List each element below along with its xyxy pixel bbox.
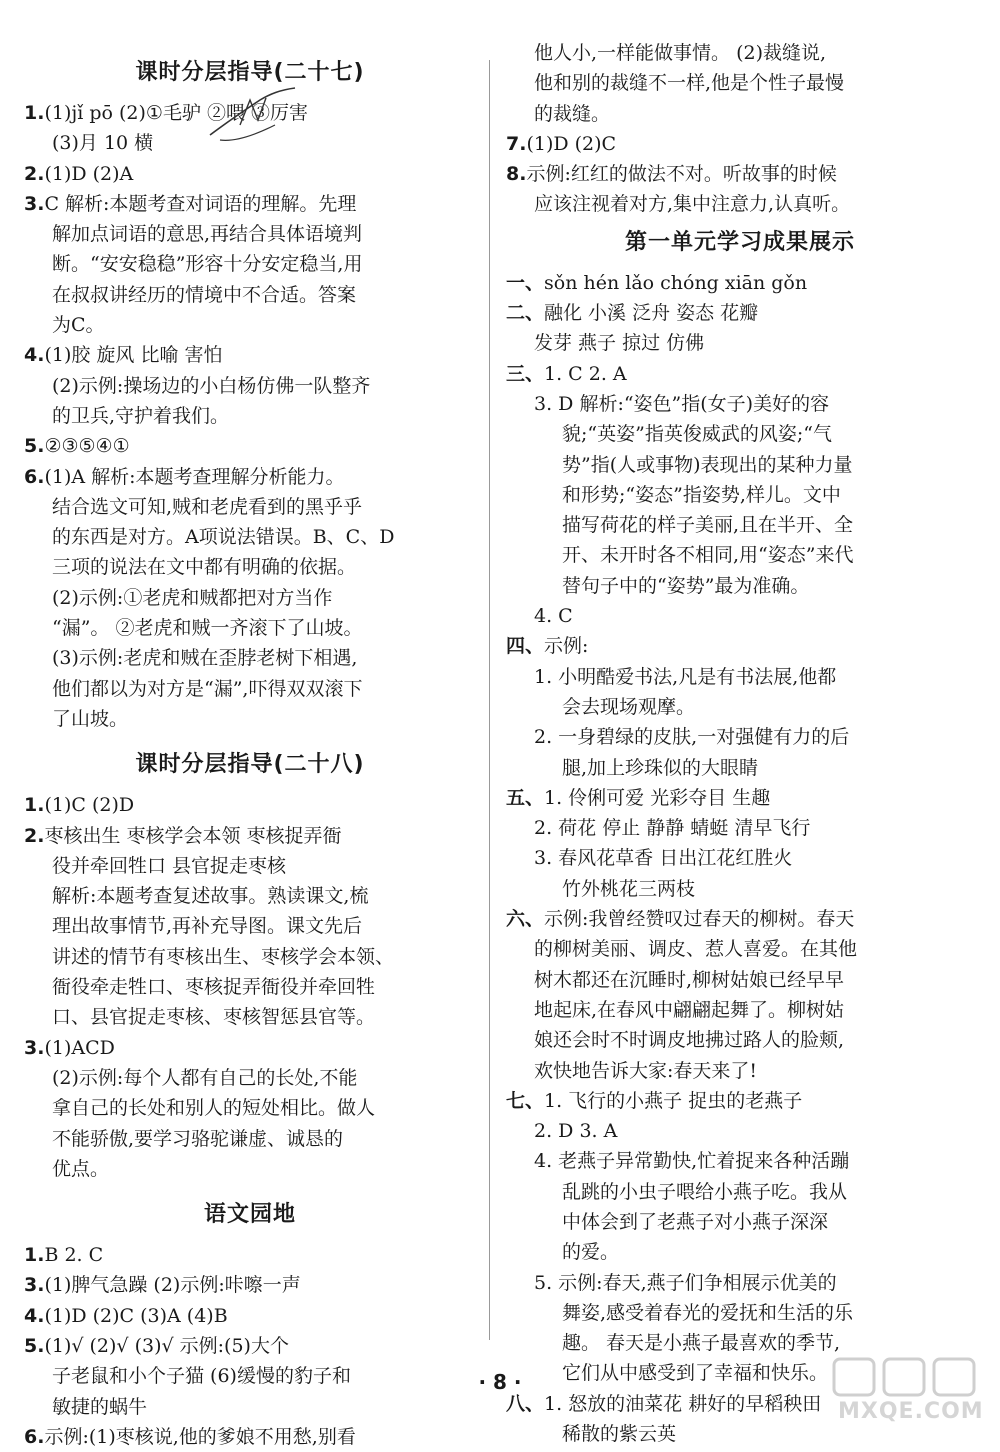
answer-line <box>24 492 476 522</box>
page-number: · 8 · <box>478 1370 522 1394</box>
answer-text: 了山坡。 <box>52 707 129 730</box>
answer-text: 讲述的情节有枣核出生、枣核学会本领、 <box>52 945 395 968</box>
answer-text: 子老鼠和小个子猫 (6)缓慢的豹子和 <box>52 1365 351 1388</box>
answer-text: (1)√ (2)√ (3)√ 示例:(5)大个 <box>44 1334 289 1357</box>
answer-text: 枣核出生 枣核学会本领 枣核捉弄衙 <box>44 824 342 847</box>
answer-text: 趣。 春天是小燕子最喜欢的季节, <box>562 1332 841 1355</box>
answer-line <box>506 783 974 813</box>
item-number: 5. <box>24 1334 45 1357</box>
answer-line <box>506 298 974 328</box>
answer-line <box>506 450 974 480</box>
answer-line <box>24 1270 476 1300</box>
answer-text: (2)示例:①老虎和贼都把对方当作 <box>52 586 333 609</box>
answer-text: (2)示例:每个人都有自己的长处,不能 <box>52 1066 358 1089</box>
answer-line <box>24 159 476 189</box>
answer-text: 解加点词语的意思,再结合具体语境判 <box>52 223 363 246</box>
answer-text: 中体会到了老燕子对小燕子深深 <box>562 1210 829 1233</box>
answer-text: 舞姿,感受着春光的爱抚和生活的乐 <box>562 1301 854 1324</box>
answer-text: 示例:我曾经赞叹过春天的柳树。春天 <box>544 908 855 931</box>
answer-text: 它们从中感受到了幸福和快乐。 <box>562 1362 829 1385</box>
item-number: 三、 <box>506 362 545 385</box>
answer-text: 貌;“英姿”指英俊威武的风姿;“气 <box>562 423 832 446</box>
item-number: 8. <box>506 163 527 186</box>
answer-text: 腿,加上珍珠似的大眼睛 <box>562 756 759 779</box>
item-number: 1. <box>24 102 45 124</box>
answer-text: C 解析:本题考查对词语的理解。先理 <box>44 192 357 215</box>
item-number: 3. <box>24 192 45 215</box>
answer-text: 的卫兵,守护着我们。 <box>52 404 230 427</box>
answer-line <box>506 965 974 995</box>
answer-line <box>506 419 974 449</box>
answer-line <box>24 189 476 219</box>
answer-line <box>506 692 974 722</box>
answer-text: 4. 老燕子异常勤快,忙着捉来各种活蹦 <box>534 1150 850 1173</box>
answer-text: 的爱。 <box>562 1241 620 1264</box>
answer-line <box>24 249 476 279</box>
answer-text: 断。“安安稳稳”形容十分安定稳当,用 <box>52 253 363 276</box>
answer-line <box>506 480 974 510</box>
answer-line <box>24 219 476 249</box>
answer-line <box>506 510 974 540</box>
answer-line <box>506 662 974 692</box>
answer-line <box>24 1392 476 1422</box>
answer-text: 三项的说法在文中都有明确的依据。 <box>52 556 357 579</box>
answer-line <box>506 159 974 189</box>
section-title: 课时分层指导(二十七) <box>135 60 365 85</box>
answer-text: (1)A 解析:本题考查理解分析能力。 <box>44 465 345 488</box>
item-number: 3. <box>24 1036 45 1059</box>
answer-line <box>24 881 476 911</box>
item-number: 四、 <box>506 635 545 658</box>
answer-text: (1)脾气急躁 (2)示例:咔嚓一声 <box>44 1274 301 1297</box>
answer-line <box>24 972 476 1002</box>
answer-line <box>24 1033 476 1063</box>
answer-line <box>506 601 974 631</box>
answer-text: 衙役牵走牲口、枣核捉弄衙役并牵回牲 <box>52 976 376 999</box>
answer-line <box>24 1240 476 1270</box>
answer-text: 开、未开时各不相同,用“姿态”来代 <box>562 544 854 567</box>
answer-text: 发芽 燕子 掠过 仿佛 <box>534 332 705 355</box>
answer-line <box>24 704 476 734</box>
answer-text: 拿自己的长处和别人的短处相比。做人 <box>52 1097 376 1120</box>
answer-text: 他们都以为对方是“漏”,吓得双双滚下 <box>52 677 363 700</box>
item-number: 七、 <box>506 1089 545 1112</box>
answer-line <box>24 942 476 972</box>
item-number: 7. <box>506 132 527 155</box>
answer-line <box>506 1328 974 1358</box>
answer-text: 应该注视着对方,集中注意力,认真听。 <box>534 193 851 216</box>
watermark-logo <box>830 1355 984 1430</box>
answer-text: 敏捷的蜗牛 <box>52 1395 148 1418</box>
answer-text: 的东西是对方。A项说法错误。B、C、D <box>52 526 395 549</box>
answer-line <box>506 68 974 98</box>
answer-line <box>506 389 974 419</box>
answer-line <box>24 1002 476 1032</box>
section-title: 语文园地 <box>203 1202 296 1228</box>
answer-text: 他人小,一样能做事情。 (2)裁缝说, <box>534 42 827 64</box>
answer-text: (3)示例:老虎和贼在歪脖老树下相遇, <box>52 647 358 670</box>
answer-line <box>24 340 476 370</box>
answer-text: 描写荷花的样子美丽,且在半开、全 <box>562 514 854 537</box>
answer-text: B 2. C <box>44 1244 104 1267</box>
answer-line <box>506 874 974 904</box>
answer-line <box>506 995 974 1025</box>
answer-text: 的柳树美丽、调皮、惹人喜爱。在其他 <box>534 938 858 961</box>
answer-line <box>506 1298 974 1328</box>
answer-text: (3)月 10 横 <box>52 132 154 155</box>
answer-text: 3. 春风花草香 日出江花红胜火 <box>534 847 793 870</box>
answer-text: 口、县官捉走枣核、枣核智惩县官等。 <box>52 1006 376 1029</box>
item-number: 2. <box>24 824 45 847</box>
answer-text: 融化 小溪 泛舟 姿态 花瓣 <box>544 302 759 325</box>
answer-line <box>24 1301 476 1331</box>
answer-line <box>506 38 974 68</box>
answer-text: 解析:本题考查复述故事。熟读课文,梳 <box>52 885 369 908</box>
item-number: 二、 <box>506 302 545 325</box>
item-number: 4. <box>24 344 45 367</box>
item-number: 八、 <box>506 1392 545 1415</box>
answer-line <box>24 1422 476 1452</box>
item-number: 6. <box>24 465 45 488</box>
answer-text: (1)D (2)C <box>526 132 617 155</box>
answer-text: 优点。 <box>52 1157 110 1180</box>
answer-line <box>24 371 476 401</box>
answer-text: 的裁缝。 <box>534 102 611 125</box>
answer-text: 势”指(人或事物)表现出的某种力量 <box>562 453 853 476</box>
answer-line <box>24 1331 476 1361</box>
answer-text: 欢快地告诉大家:春天来了! <box>534 1059 758 1082</box>
answer-line <box>24 643 476 673</box>
answer-text: 他和别的裁缝不一样,他是个性子最慢 <box>534 72 845 95</box>
item-number: 1. <box>24 1244 45 1267</box>
answer-text: 1. 伶俐可爱 光彩夺目 生趣 <box>544 786 771 809</box>
answer-text: 1. 飞行的小燕子 捉虫的老燕子 <box>544 1089 803 1112</box>
answer-line <box>506 1056 974 1086</box>
answer-text: (1)C (2)D <box>44 794 135 817</box>
right-column <box>506 38 974 1449</box>
answer-line <box>506 843 974 873</box>
answer-text: 2. 荷花 停止 静静 蜻蜓 清早飞行 <box>534 817 811 840</box>
answer-line <box>506 1177 974 1207</box>
answer-line <box>506 722 974 752</box>
answer-line <box>506 934 974 964</box>
answer-line <box>24 790 476 820</box>
answer-text: 役并牵回牲口 县官捉走枣核 <box>52 854 287 877</box>
answer-text: 结合选文可知,贼和老虎看到的黑乎乎 <box>52 495 363 518</box>
answer-line <box>506 328 974 358</box>
answer-line <box>506 129 974 159</box>
answer-line <box>24 1063 476 1093</box>
answer-text: 为C。 <box>52 314 105 337</box>
answer-text: 会去现场观摩。 <box>562 695 696 718</box>
answer-line <box>506 268 974 298</box>
answer-line <box>24 911 476 941</box>
answer-text: 示例:红红的做法不对。听故事的时候 <box>526 163 837 186</box>
answer-text: 1. 小明酷爱书法,凡是有书法展,他都 <box>534 665 837 688</box>
answer-text: 1. C 2. A <box>544 362 627 385</box>
answer-text: 5. 示例:春天,燕子们争相展示优美的 <box>534 1271 837 1294</box>
answer-line <box>24 401 476 431</box>
answer-text: 在叔叔讲经历的情境中不合适。答案 <box>52 283 357 306</box>
answer-line <box>506 813 974 843</box>
item-number: 五、 <box>506 786 545 809</box>
item-number: 3. <box>24 1274 45 1297</box>
answer-text: 地起床,在春风中翩翩起舞了。柳树姑 <box>534 998 845 1021</box>
answer-line <box>506 1237 974 1267</box>
answer-line <box>24 583 476 613</box>
left-column <box>24 50 476 1452</box>
section-title: 第一单元学习成果展示 <box>624 229 855 255</box>
answer-line <box>24 522 476 552</box>
answer-line <box>506 1207 974 1237</box>
item-number: 六、 <box>506 908 545 931</box>
item-number: 6. <box>24 1425 45 1448</box>
handwritten-scribble <box>200 80 310 150</box>
answer-text: (1)jǐ pō (2)①毛驴 ②喂 ③厉害 <box>44 102 309 124</box>
answer-text: 示例: <box>544 635 589 658</box>
answer-line <box>24 280 476 310</box>
item-number: 一、 <box>506 271 545 294</box>
answer-line <box>24 310 476 340</box>
answer-line <box>24 1124 476 1154</box>
answer-text: 理出故事情节,再补充导图。课文先后 <box>52 915 363 938</box>
answer-line <box>506 1146 974 1176</box>
answer-line <box>506 1116 974 1146</box>
answer-line <box>24 431 476 461</box>
answer-line <box>24 613 476 643</box>
answer-text: 3. D 解析:“姿色”指(女子)美好的容 <box>534 392 830 415</box>
answer-line <box>24 1093 476 1123</box>
answer-text: (1)D (2)C (3)A (4)B <box>44 1304 228 1327</box>
answer-line <box>506 1086 974 1116</box>
answer-text: 娘还会时不时调皮地拂过路人的脸颊, <box>534 1029 845 1052</box>
answer-line <box>506 1025 974 1055</box>
answer-text: ②③⑤④① <box>44 435 130 458</box>
answer-text: 1. 怒放的油菜花 耕好的早稻秧田 <box>544 1392 822 1415</box>
answer-line <box>24 462 476 492</box>
answer-line <box>24 821 476 851</box>
answer-text: (1)ACD <box>44 1036 115 1059</box>
answer-line <box>506 359 974 389</box>
item-number: 4. <box>24 1304 45 1327</box>
answer-text: 和形势;“姿态”指姿势,样儿。文中 <box>562 483 841 506</box>
answer-text: 树木都还在沉睡时,柳树姑娘已经早早 <box>534 968 845 991</box>
answer-text: 乱跳的小虫子喂给小燕子吃。我从 <box>562 1180 848 1203</box>
answer-text: “漏”。 ②老虎和贼一齐滚下了山坡。 <box>52 617 363 640</box>
answer-text: 2. 一身碧绿的皮肤,一对强健有力的后 <box>534 726 850 749</box>
answer-line <box>506 540 974 570</box>
answer-text: 稀散的紫云英 <box>562 1423 677 1446</box>
answer-line <box>24 1154 476 1184</box>
column-divider <box>489 60 490 1340</box>
answer-text: 示例:(1)枣核说,他的爹娘不用愁,别看 <box>44 1425 356 1448</box>
answer-text: 替句子中的“姿势”最为准确。 <box>562 574 810 597</box>
answer-line <box>506 571 974 601</box>
answer-text: 不能骄傲,要学习骆驼谦虚、诚恳的 <box>52 1127 344 1150</box>
answer-line <box>24 552 476 582</box>
watermark-text: MXQE.COM <box>838 1399 984 1424</box>
answer-line <box>506 631 974 661</box>
answer-line <box>506 99 974 129</box>
answer-line <box>24 851 476 881</box>
answer-line <box>506 189 974 219</box>
item-number: 1. <box>24 794 45 817</box>
answer-text: (1)D (2)A <box>44 162 134 185</box>
answer-line <box>506 753 974 783</box>
item-number: 2. <box>24 162 45 185</box>
answer-text: (2)示例:操场边的小白杨仿佛一队整齐 <box>52 374 371 397</box>
answer-line <box>24 674 476 704</box>
section-title: 课时分层指导(二十八) <box>135 752 365 778</box>
answer-line <box>506 904 974 934</box>
item-number: 5. <box>24 435 45 458</box>
answer-line <box>506 1268 974 1298</box>
answer-text: 竹外桃花三两枝 <box>562 877 696 900</box>
answer-text: sǒn hén lǎo chóng xiān gǒn <box>544 271 808 294</box>
answer-text: 4. C <box>534 605 573 628</box>
answer-text: (1)胶 旋风 比喻 害怕 <box>44 344 223 367</box>
answer-text: 2. D 3. A <box>534 1120 618 1143</box>
